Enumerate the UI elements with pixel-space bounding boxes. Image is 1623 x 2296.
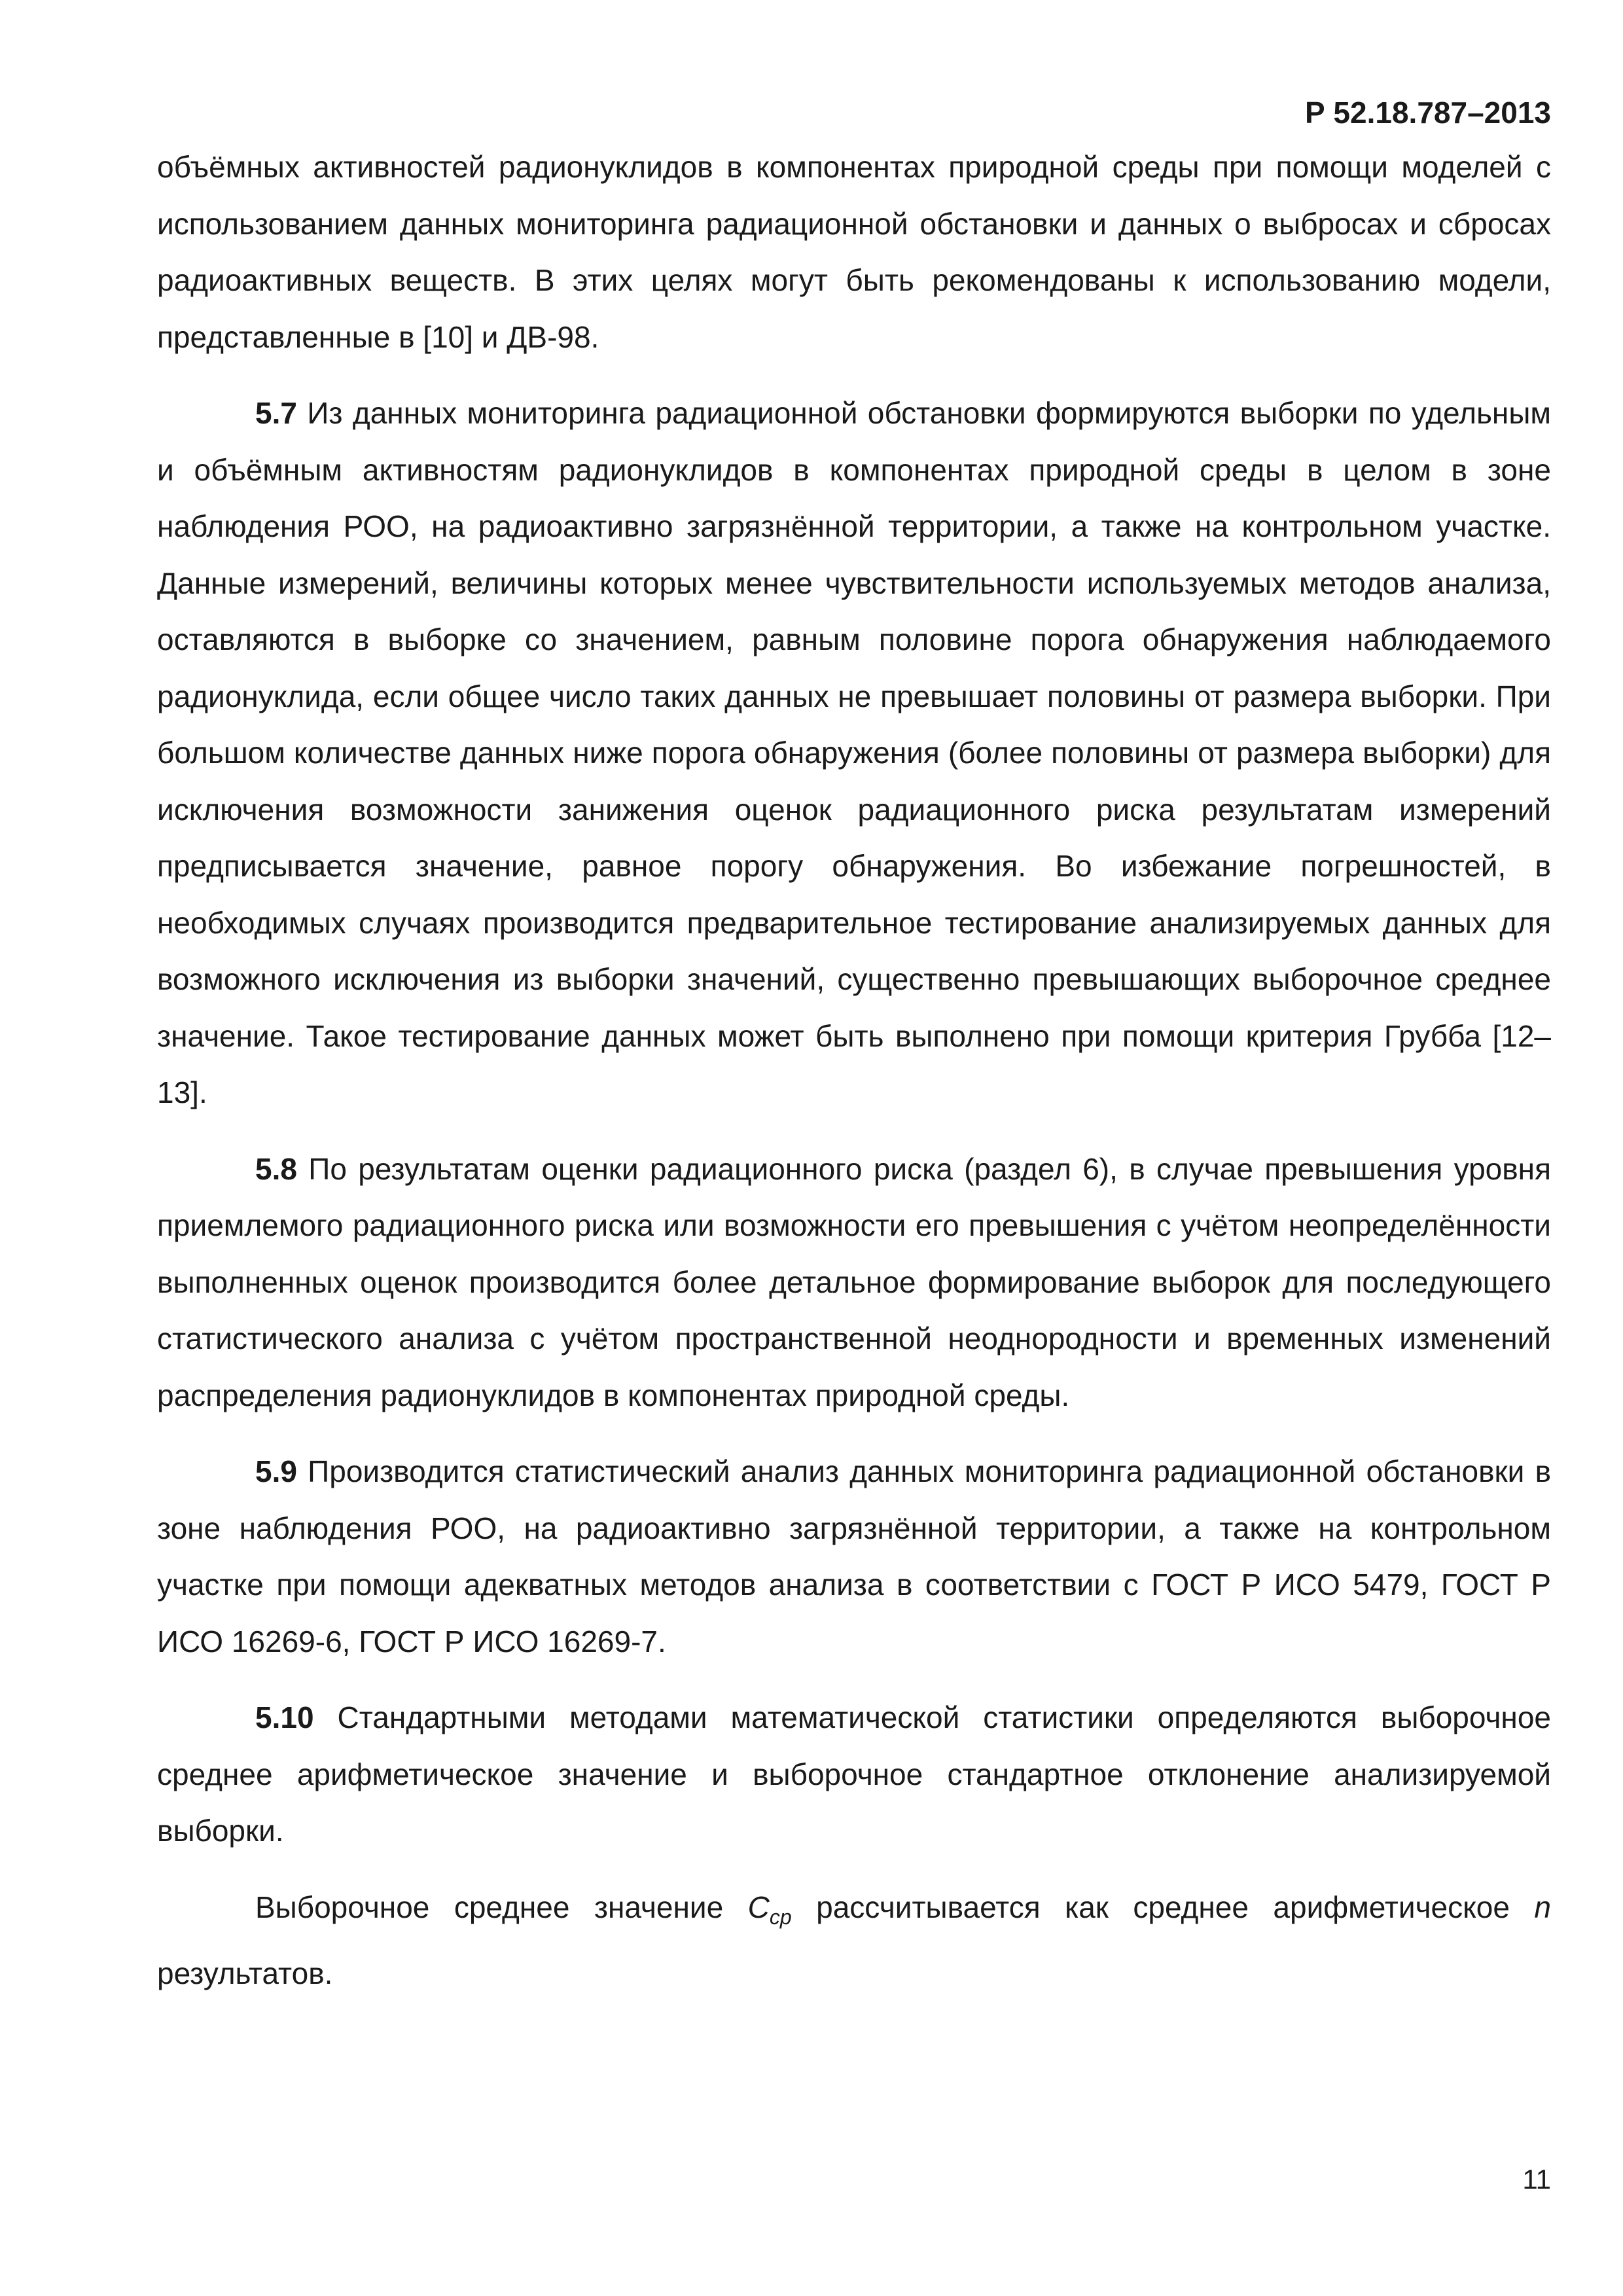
text-fragment: результатов. bbox=[157, 1956, 333, 1990]
clause-text: Производится статистический анализ данных мониторинга радиационной обстановки в зоне наблюдения РОО, на радиоактивно загрязнённой территории, а также на контрольном участке при помощи адекватных методов анализа в соответствии с ГОСТ Р ИСО 5479, ГОСТ Р ИСО 16269-6, ГОСТ Р ИСО 16269-7. bbox=[157, 1454, 1552, 1659]
document-code: Р 52.18.787–2013 bbox=[1304, 96, 1551, 130]
paragraph-5-10 bbox=[157, 1689, 1551, 1859]
text-fragment: рассчитывается как среднее арифметическое bbox=[791, 1890, 1535, 1924]
clause-text: По результатам оценки радиационного риска (раздел 6), в случае превышения уровня приемлемого радиационного риска или возможности его превышения с учётом неопределённости выполненных оценок производится более детальное формирование выборок для последующего статистического анализа с учётом пространственной неоднородности и временных изменений распределения радионуклидов в компонентах природной среды. bbox=[157, 1151, 1551, 1412]
clause-number: 5.9 bbox=[255, 1454, 297, 1488]
clause-text: Стандартными методами математической статистики определяются выборочное среднее арифметическое значение и выборочное стандартное отклонение анализируемой выборки. bbox=[157, 1700, 1551, 1848]
clause-number: 5.10 bbox=[255, 1700, 314, 1734]
symbol-subscript: ср bbox=[769, 1905, 792, 1929]
paragraph-5-9 bbox=[157, 1443, 1551, 1670]
clause-number: 5.8 bbox=[255, 1151, 297, 1186]
document-page bbox=[157, 92, 1551, 2219]
paragraph-5-8 bbox=[157, 1141, 1551, 1424]
symbol-n: n bbox=[1534, 1890, 1551, 1924]
clause-text: Из данных мониторинга радиационной обстановки формируются выборки по удельным и объёмным активностям радионуклидов в компонентах природной среды в целом в зоне наблюдения РОО, на радиоактивно загрязнённой территории, а также на контрольном участке. Данные измерений, величины которых менее чувствительности используемых методов анализа, оставляются в выборке со значением, равным половине порога обнаружения наблюдаемого радионуклида, если общее число таких данных не превышает половины от размера выборки. При большом количестве данных ниже порога обнаружения (более половины от размера выборки) для исключения возможности занижения оценок радиационного риска результатам измерений предписывается значение, равное порогу обнаружения. Во избежание погрешностей, в необходимых случаях производится предварительное тестирование анализируемых данных для возможного исключения из выборки значений, существенно превышающих выборочное среднее значение. Такое тестирование данных может быть выполнено при помощи критерия Грубба [12–13]. bbox=[157, 396, 1552, 1109]
page-number: 11 bbox=[1522, 2164, 1551, 2195]
paragraph-5-7 bbox=[157, 385, 1551, 1121]
paragraph-continuation: объёмных активностей радионуклидов в компонентах природной среды при помощи моделей с использованием данных мониторинга радиационной обстановки и данных о выбросах и сбросах радиоактивных веществ. В этих целях могут быть рекомендованы к использованию модели, представленные в [10] и ДВ-98. bbox=[157, 150, 1551, 354]
text-fragment: Выборочное среднее значение bbox=[255, 1890, 748, 1924]
clause-number: 5.7 bbox=[255, 396, 297, 430]
paragraph-mean-value bbox=[157, 1879, 1551, 2002]
symbol-c: С bbox=[747, 1890, 770, 1924]
